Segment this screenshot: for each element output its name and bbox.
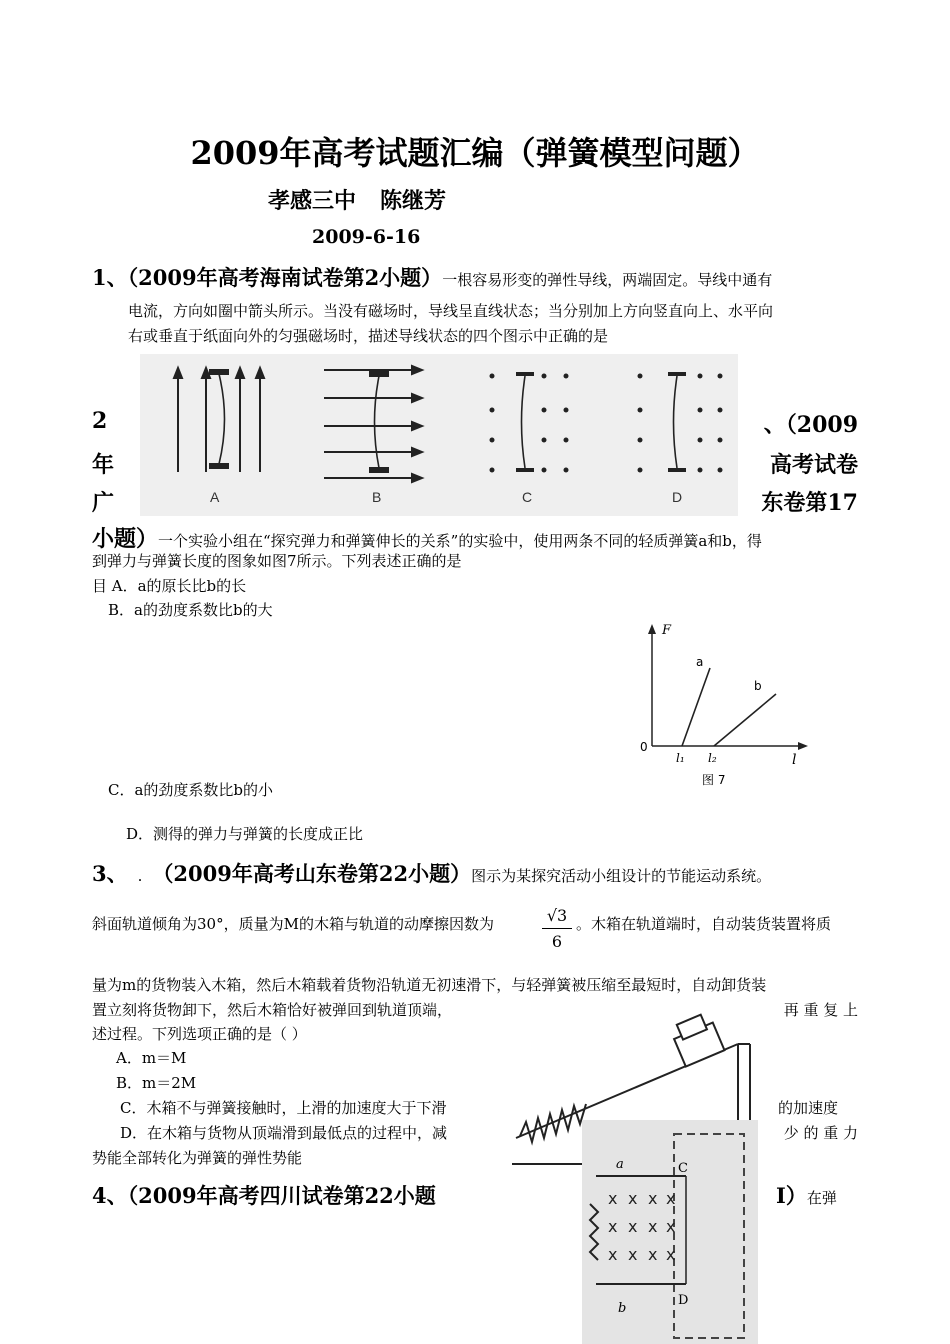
q1-label-c: C bbox=[522, 489, 533, 505]
q4-label-d: D bbox=[678, 1293, 689, 1308]
graph-y-label: F bbox=[662, 623, 672, 638]
school-name: 孝感三中 bbox=[268, 188, 357, 214]
q1-text-line1: 一根容易形变的弹性导线，两端固定。导线中通有 bbox=[442, 271, 773, 289]
q2-right-1: 、（2009 bbox=[763, 412, 858, 438]
q2-option-b: B．a的劲度系数比b的大 bbox=[108, 601, 273, 619]
graph-caption: 图 7 bbox=[702, 773, 726, 787]
q2-option-d: D．测得的弹力与弹簧的长度成正比 bbox=[126, 825, 364, 843]
q2-text-line2: 到弹力与弹簧长度的图象如图7所示。下列表述正确的是 bbox=[92, 552, 462, 570]
graph-x-label: l bbox=[792, 752, 797, 768]
q3-intro: 图示为某探究活动小组设计的节能运动系统。 bbox=[471, 867, 772, 885]
q3-option-c-b: 的加速度 bbox=[778, 1099, 839, 1117]
graph-label-b: b bbox=[754, 679, 762, 693]
q4-heading bbox=[92, 1180, 436, 1210]
document-date: 2009-6-16 bbox=[312, 226, 421, 248]
q4-label-c: C bbox=[678, 1161, 688, 1176]
q3-option-a: A．m＝M bbox=[116, 1049, 187, 1067]
q3-text-line2: 量为m的货物装入木箱，然后木箱载着货物沿轨道无初速滑下，与轻弹簧被压缩至最短时，自动卸货装 bbox=[92, 976, 767, 994]
q3-text-line1a: 斜面轨道倾角为30°，质量为M的木箱与轨道的动摩擦因数为 bbox=[92, 915, 494, 933]
spring bbox=[520, 1104, 586, 1142]
q3-source: （2009年高考山东卷第22小题） bbox=[152, 861, 472, 886]
field-cross: x bbox=[648, 1189, 658, 1208]
field-cross: x bbox=[666, 1245, 676, 1264]
q4-tail bbox=[776, 1180, 837, 1211]
graph-label-a: a bbox=[696, 655, 704, 669]
q1-wire-figure bbox=[140, 354, 738, 516]
q2-option-c: C．a的劲度系数比b的小 bbox=[108, 781, 274, 799]
q3-number: 3、 bbox=[92, 861, 128, 886]
field-cross: x bbox=[628, 1245, 638, 1264]
field-cross: x bbox=[628, 1217, 638, 1236]
fraction-numerator: √3 bbox=[542, 904, 572, 929]
fraction-denominator: 6 bbox=[551, 932, 563, 951]
field-cross: x bbox=[628, 1189, 638, 1208]
q1-label-d: D bbox=[672, 489, 683, 505]
q4-label-a: a bbox=[616, 1157, 624, 1172]
friction-fraction bbox=[542, 904, 572, 960]
field-cross: x bbox=[608, 1217, 618, 1236]
q1-text-line2: 电流，方向如圈中箭头所示。当没有磁场时，导线呈直线状态；当分别加上方向竖直向上、水平向 bbox=[128, 302, 774, 320]
q1-number: 1、 bbox=[92, 265, 128, 290]
q2-right-3: 东卷第17 bbox=[761, 490, 858, 516]
graph-tick-l1: l₁ bbox=[676, 751, 685, 765]
q1-source: （2009年高考海南试卷第2小题） bbox=[127, 265, 443, 290]
field-cross: x bbox=[608, 1189, 618, 1208]
q3-option-d-b: 少 的 重 力 bbox=[783, 1124, 858, 1142]
q4-source: （2009年高考四川试卷第22小题 bbox=[127, 1183, 436, 1208]
q3-option-d-a: D．在木箱与货物从顶端滑到最低点的过程中，减 bbox=[120, 1124, 448, 1142]
graph-origin: 0 bbox=[640, 740, 648, 754]
q2-force-length-graph bbox=[632, 618, 812, 796]
q3-option-c-a: C．木箱不与弹簧接触时，上滑的加速度大于下滑 bbox=[120, 1099, 447, 1117]
graph-line-a bbox=[682, 668, 710, 746]
author-line bbox=[268, 184, 446, 215]
q3-option-b: B．m＝2M bbox=[116, 1074, 197, 1092]
q2-right-2: 高考试卷 bbox=[769, 452, 858, 478]
field-cross: x bbox=[666, 1189, 676, 1208]
q4-tail-text: 在弹 bbox=[806, 1189, 837, 1207]
field-cross: x bbox=[666, 1217, 676, 1236]
q4-number: 4、 bbox=[92, 1183, 128, 1208]
q3-dot: . bbox=[137, 867, 143, 885]
q3-text-line3b: 再 重 复 上 bbox=[783, 1001, 858, 1019]
q2-left-3: 广 bbox=[92, 490, 115, 516]
q2-left-1: 2 bbox=[92, 408, 108, 434]
author-name: 陈继芳 bbox=[380, 188, 447, 214]
document-title: 2009年高考试题汇编（弹簧模型问题） bbox=[190, 134, 760, 172]
graph-line-b bbox=[714, 694, 776, 746]
q4-magnetic-field-figure bbox=[582, 1120, 758, 1344]
graph-tick-l2: l₂ bbox=[708, 751, 717, 765]
q3-heading bbox=[92, 858, 771, 889]
q3-text-line4: 述过程。下列选项正确的是（ ） bbox=[92, 1025, 307, 1043]
wooden-box bbox=[669, 1012, 724, 1067]
q4-tail-bold: I） bbox=[776, 1183, 807, 1208]
field-cross: x bbox=[648, 1245, 658, 1264]
q1-text-line3: 右或垂直于纸面向外的匀强磁场时，描述导线状态的四个图示中正确的是 bbox=[128, 327, 609, 345]
q3-option-d-c: 势能全部转化为弹簧的弹性势能 bbox=[92, 1149, 303, 1167]
q2-left-2: 年 bbox=[92, 452, 115, 478]
q2-option-a: 目 A．a的原长比b的长 bbox=[92, 577, 247, 595]
q1-heading bbox=[92, 262, 772, 293]
q2-head: 小题） bbox=[92, 526, 159, 552]
field-cross: x bbox=[648, 1217, 658, 1236]
q2-text-line1: 一个实验小组在“探究弹力和弹簧伸长的关系”的实验中，使用两条不同的轻质弹簧a和b，得 bbox=[158, 532, 762, 550]
q3-text-line3a: 置立刻将货物卸下，然后木箱恰好被弹回到轨道顶端， bbox=[92, 1001, 453, 1019]
field-cross: x bbox=[608, 1245, 618, 1264]
q3-text-line1b: 。木箱在轨道端时，自动装货装置将质 bbox=[576, 915, 832, 933]
q1-label-b: B bbox=[372, 489, 382, 505]
q4-label-b: b bbox=[618, 1301, 627, 1316]
q1-label-a: A bbox=[210, 489, 220, 505]
